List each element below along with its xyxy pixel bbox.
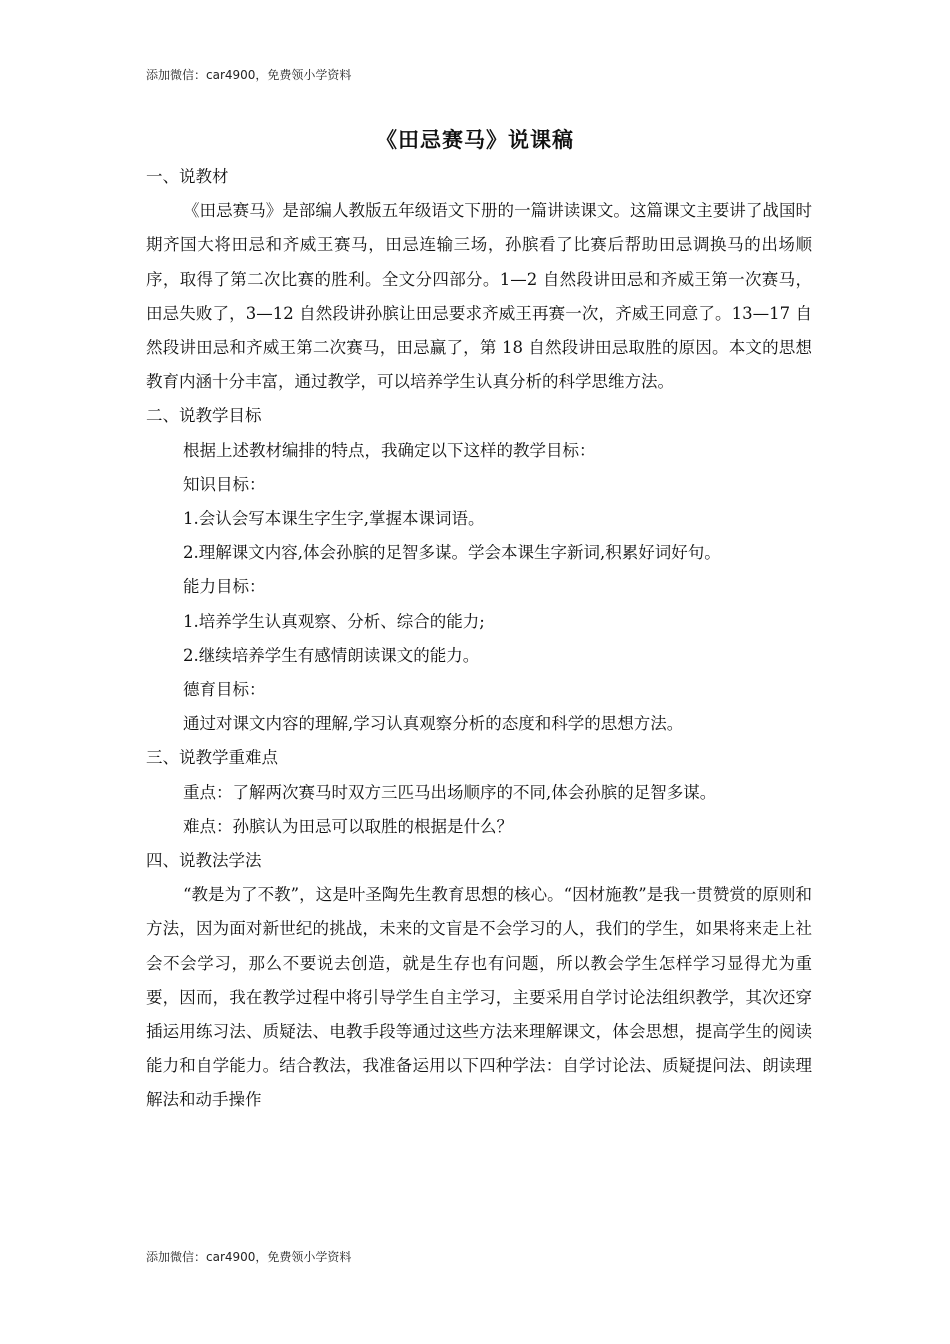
difficult-point: 难点：孙膑认为田忌可以取胜的根据是什么？ bbox=[183, 816, 513, 836]
knowledge-goal-1: 1.会认会写本课生字生字,掌握本课词语。 bbox=[183, 509, 485, 529]
moral-goal-1: 通过对课文内容的理解,学习认真观察分析的态度和科学的思想方法。 bbox=[183, 714, 684, 734]
section-1-paragraph: 《田忌赛马》是部编人教版五年级语文下册的一篇讲读课文。这篇课文主要讲了战国时期齐国大将田忌和齐威王赛马，田忌连输三场，孙膑看了比赛后帮助田忌调换马的出场顺序，取得了第二次比赛的胜利。全文分四部分。1—2 自然段讲田忌和齐威王第一次赛马，田忌失败了，3—12 自然段讲孙膑让田忌要求齐威王再赛一次，齐威王同意了。13—17 自然段讲田忌和齐威王第二次赛马，田忌赢了，第 18 自然段讲田忌取胜的原因。本文的思想教育内涵十分丰富，通过教学，可以培养学生认真分析的科学思维方法。 bbox=[146, 201, 812, 392]
section-4-heading: 四、说教法学法 bbox=[146, 851, 262, 871]
knowledge-goal-label: 知识目标： bbox=[183, 474, 266, 494]
page-footer: 添加微信：car4900，免费领小学资料 bbox=[146, 1250, 352, 1264]
section-4-paragraph: “教是为了不教”，这是叶圣陶先生教育思想的核心。“因材施教”是我一贯赞赏的原则和方法，因为面对新世纪的挑战，未来的文盲是不会学习的人，我们的学生，如果将来走上社会不会学习，那么不要说去创造，就是生存也有问题，所以教会学生怎样学习显得尤为重要，因而，我在教学过程中将引导学生自主学习，主要采用自学讨论法组织教学，其次还穿插运用练习法、质疑法、电教手段等通过这些方法来理解课文，体会思想，提高学生的阅读能力和自学能力。结合教法，我准备运用以下四种学法：自学讨论法、质疑提问法、朗读理解法和动手操作 bbox=[146, 885, 812, 1110]
knowledge-goal-2: 2.理解课文内容,体会孙膑的足智多谋。学会本课生字新词,积累好词好句。 bbox=[183, 543, 721, 563]
section-2-intro: 根据上述教材编排的特点，我确定以下这样的教学目标： bbox=[183, 440, 596, 460]
key-point: 重点：了解两次赛马时双方三匹马出场顺序的不同,体会孙膑的足智多谋。 bbox=[183, 782, 717, 802]
document-title: 《田忌赛马》说课稿 bbox=[376, 127, 574, 152]
moral-goal-label: 德育目标： bbox=[183, 680, 266, 700]
section-1-heading: 一、说教材 bbox=[146, 167, 229, 186]
section-3-heading: 三、说教学重难点 bbox=[146, 748, 278, 768]
ability-goal-1: 1.培养学生认真观察、分析、综合的能力; bbox=[183, 611, 485, 631]
page-header: 添加微信：car4900，免费领小学资料 bbox=[146, 68, 352, 82]
section-2-heading: 二、说教学目标 bbox=[146, 406, 262, 426]
document-body bbox=[146, 160, 812, 1118]
ability-goal-label: 能力目标： bbox=[183, 577, 266, 597]
ability-goal-2: 2.继续培养学生有感情朗读课文的能力。 bbox=[183, 645, 480, 665]
